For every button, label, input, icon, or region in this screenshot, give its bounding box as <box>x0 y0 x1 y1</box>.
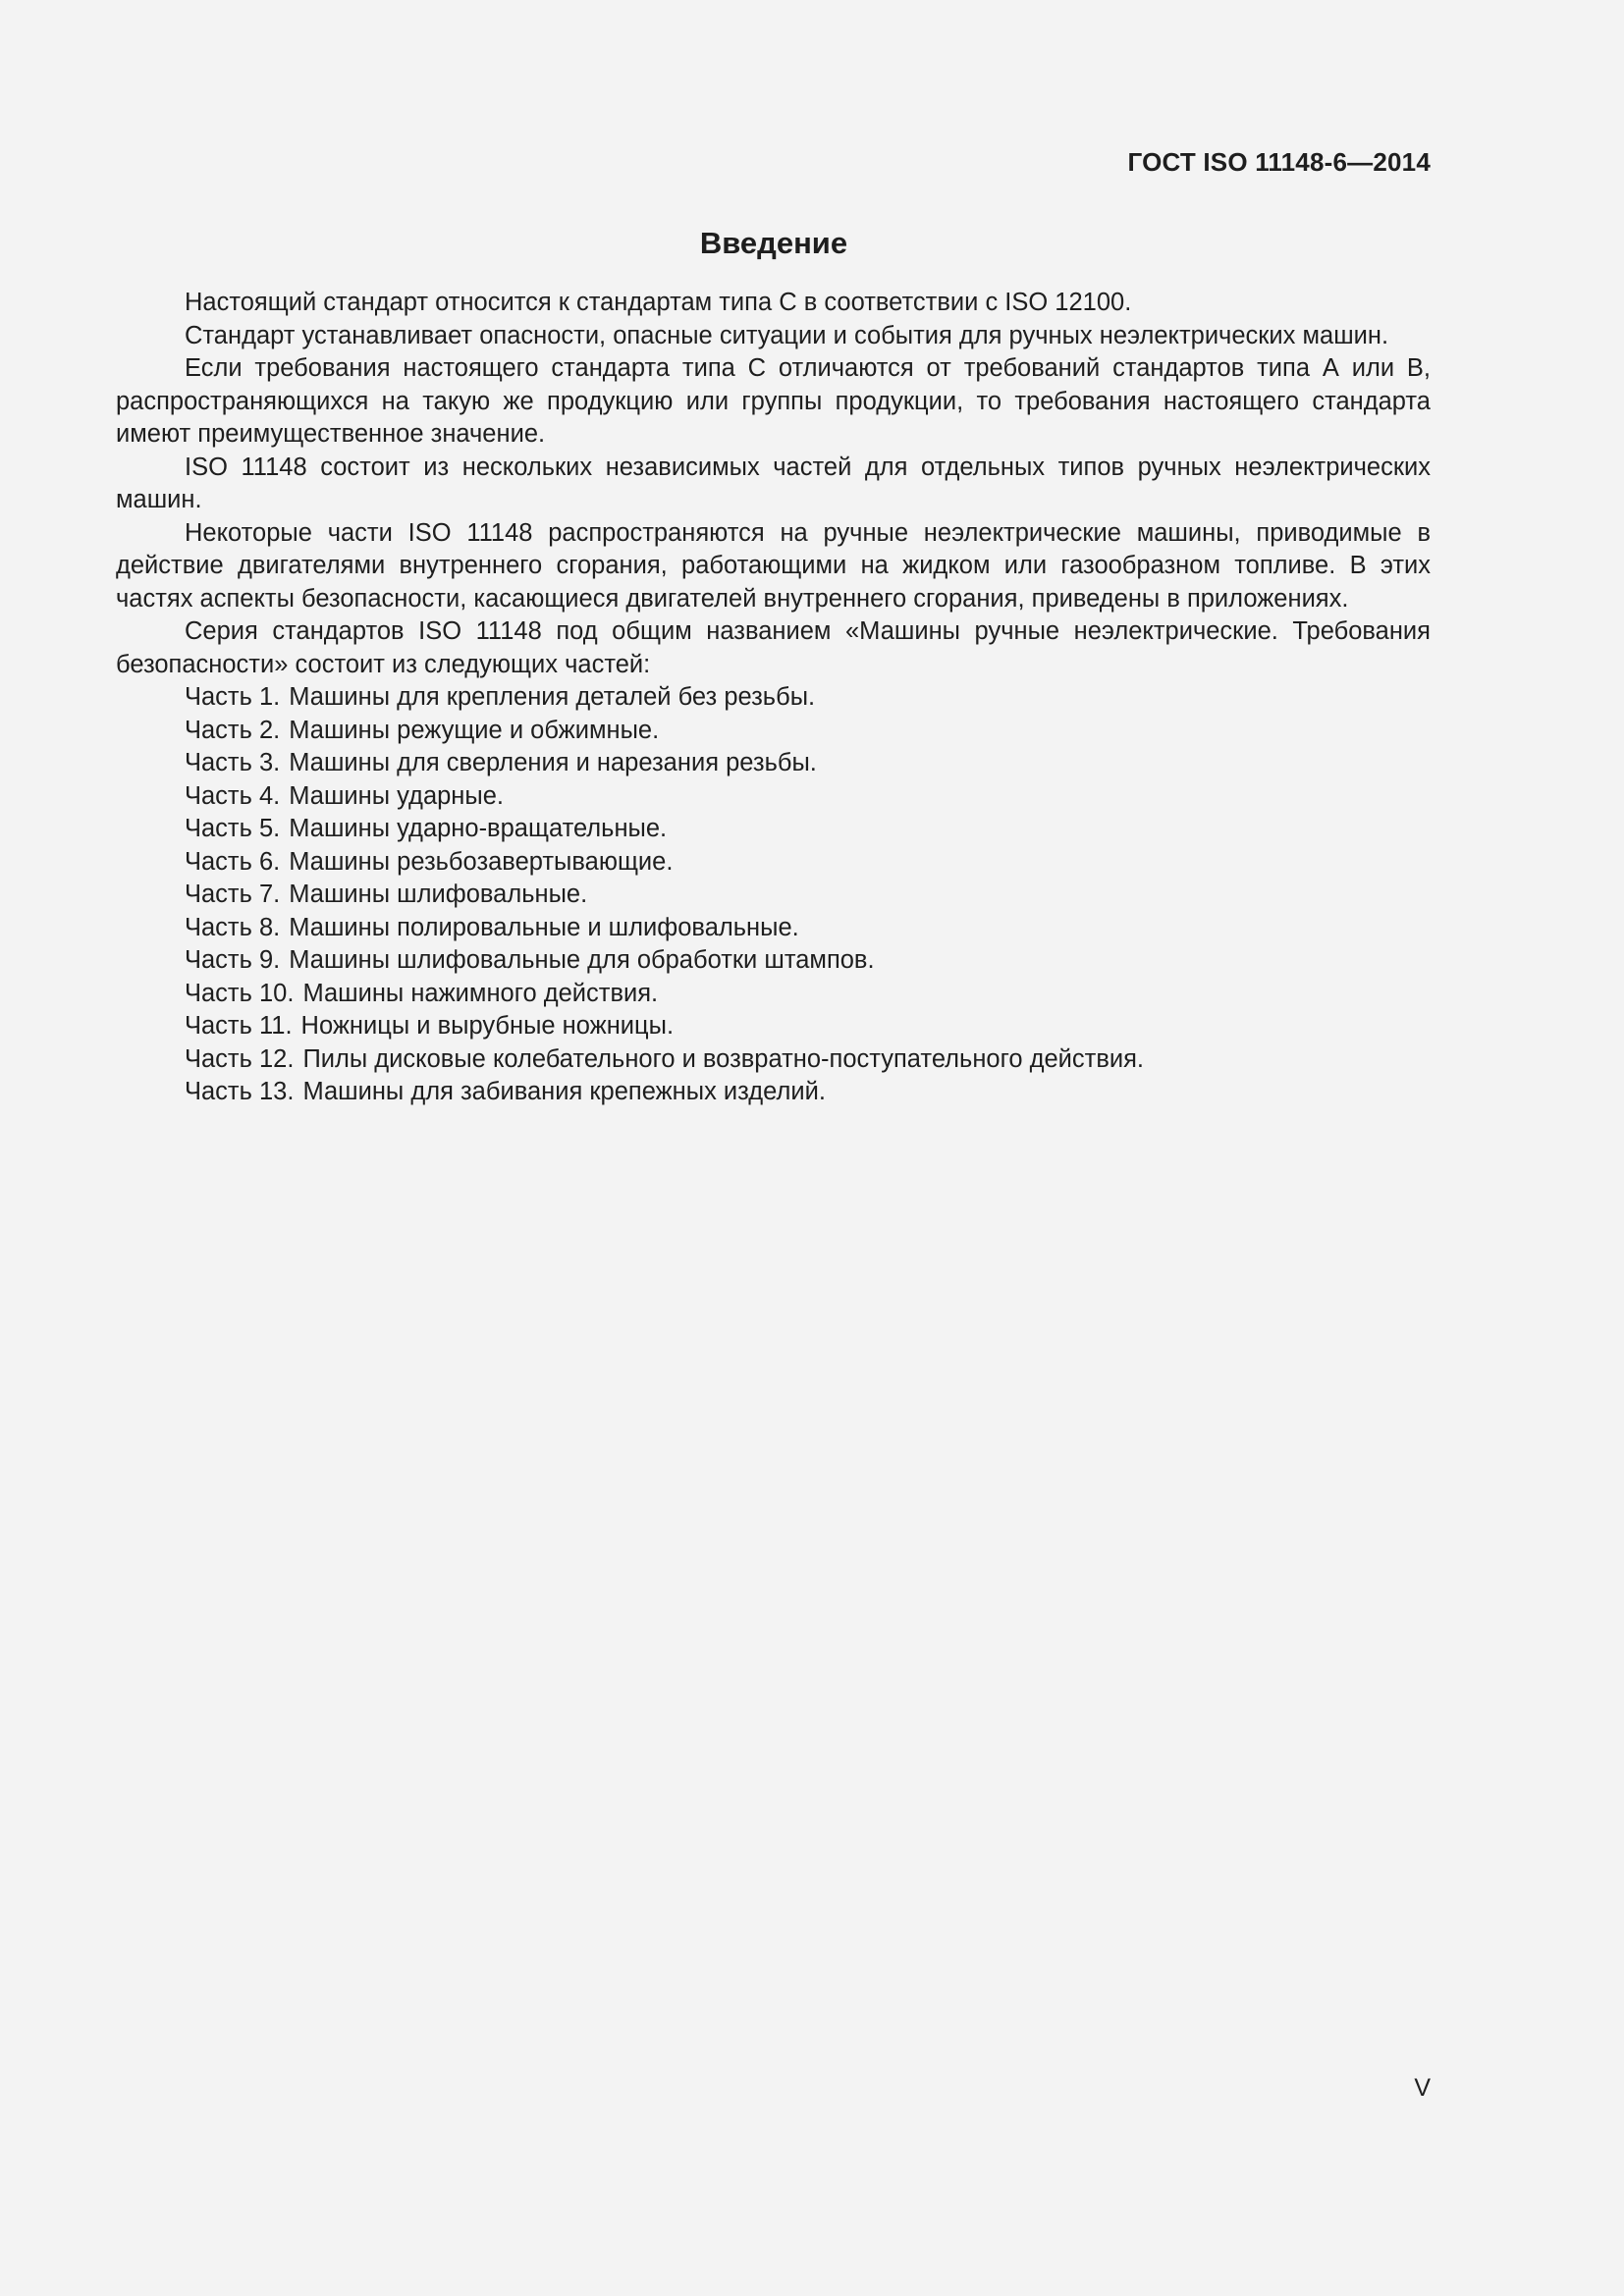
part-title: Пилы дисковые колебательного и возвратно-поступательного действия. <box>302 1044 1145 1073</box>
part-number: Часть 13. <box>185 1078 295 1105</box>
part-title: Машины нажимного действия. <box>302 979 659 1007</box>
list-item-part-11 <box>116 1010 1431 1043</box>
parts-list <box>116 681 1431 1109</box>
part-number: Часть 6. <box>185 847 281 876</box>
part-title: Машины режущие и обжимные. <box>289 716 660 744</box>
list-item-part-5 <box>116 813 1431 846</box>
part-number: Часть 3. <box>185 749 281 776</box>
part-number: Часть 9. <box>185 946 281 974</box>
part-title: Машины для сверления и нарезания резьбы. <box>289 749 817 776</box>
part-title: Машины полировальные и шлифовальные. <box>289 913 799 941</box>
paragraph-6: Серия стандартов ISO 11148 под общим названием «Машины ручные неэлектрические. Требования безопасности» состоит из следующих частей: <box>116 617 1431 678</box>
list-item-part-3 <box>116 747 1431 780</box>
part-title: Ножницы и вырубные ножницы. <box>300 1012 675 1040</box>
part-number: Часть 8. <box>185 913 281 941</box>
paragraph-5: Некоторые части ISO 11148 распространяются на ручные неэлектрические машины, приводимые в действие двигателями внутреннего сгорания, работающими на жидком или газообразном топливе. В этих частях аспекты безопасности, касающиеся двигателей внутреннего сгорания, приведены в приложениях. <box>116 518 1431 613</box>
list-item-part-7 <box>116 879 1431 912</box>
part-title: Машины для забивания крепежных изделий. <box>302 1078 826 1105</box>
part-number: Часть 5. <box>185 815 281 842</box>
list-item-part-8 <box>116 912 1431 945</box>
part-number: Часть 1. <box>185 683 281 711</box>
part-title: Машины резьбозавертывающие. <box>289 847 674 876</box>
paragraph-3: Если требования настоящего стандарта типа С отличаются от требований стандартов типа А или В, распространяющихся на такую же продукцию или группы продукции, то требования настоящего стандарта имеют преимущественное значение. <box>116 354 1431 448</box>
section-title: Введение <box>699 226 848 260</box>
list-item-part-4 <box>116 780 1431 814</box>
page-number: V <box>1414 2074 1431 2102</box>
part-number: Часть 2. <box>185 716 281 744</box>
list-item-part-10 <box>116 978 1431 1011</box>
part-title: Машины для крепления деталей без резьбы. <box>289 683 816 711</box>
list-item-part-13 <box>116 1076 1431 1109</box>
list-item-part-12 <box>116 1043 1431 1077</box>
part-number: Часть 10. <box>185 979 295 1007</box>
list-item-part-9 <box>116 944 1431 978</box>
paragraph-1: Настоящий стандарт относится к стандартам типа С в соответствии с ISO 12100. <box>185 289 1132 316</box>
part-title: Машины ударные. <box>289 781 504 810</box>
list-item-part-2 <box>116 715 1431 748</box>
paragraph-2: Стандарт устанавливает опасности, опасные ситуации и события для ручных неэлектрических машин. <box>185 321 1389 349</box>
part-number: Часть 12. <box>185 1044 295 1073</box>
introduction-body <box>116 287 1431 1109</box>
part-number: Часть 4. <box>185 781 281 810</box>
list-item-part-6 <box>116 846 1431 880</box>
part-title: Машины ударно-вращательные. <box>289 815 668 842</box>
document-id-header: ГОСТ ISO 11148-6—2014 <box>1127 147 1431 177</box>
part-title: Машины шлифовальные. <box>289 881 588 908</box>
part-number: Часть 11. <box>185 1012 293 1040</box>
part-title: Машины шлифовальные для обработки штампов. <box>289 946 875 974</box>
part-number: Часть 7. <box>185 881 281 908</box>
paragraph-4: ISO 11148 состоит из нескольких независимых частей для отдельных типов ручных неэлектрических машин. <box>116 453 1431 513</box>
list-item-part-1 <box>116 681 1431 715</box>
